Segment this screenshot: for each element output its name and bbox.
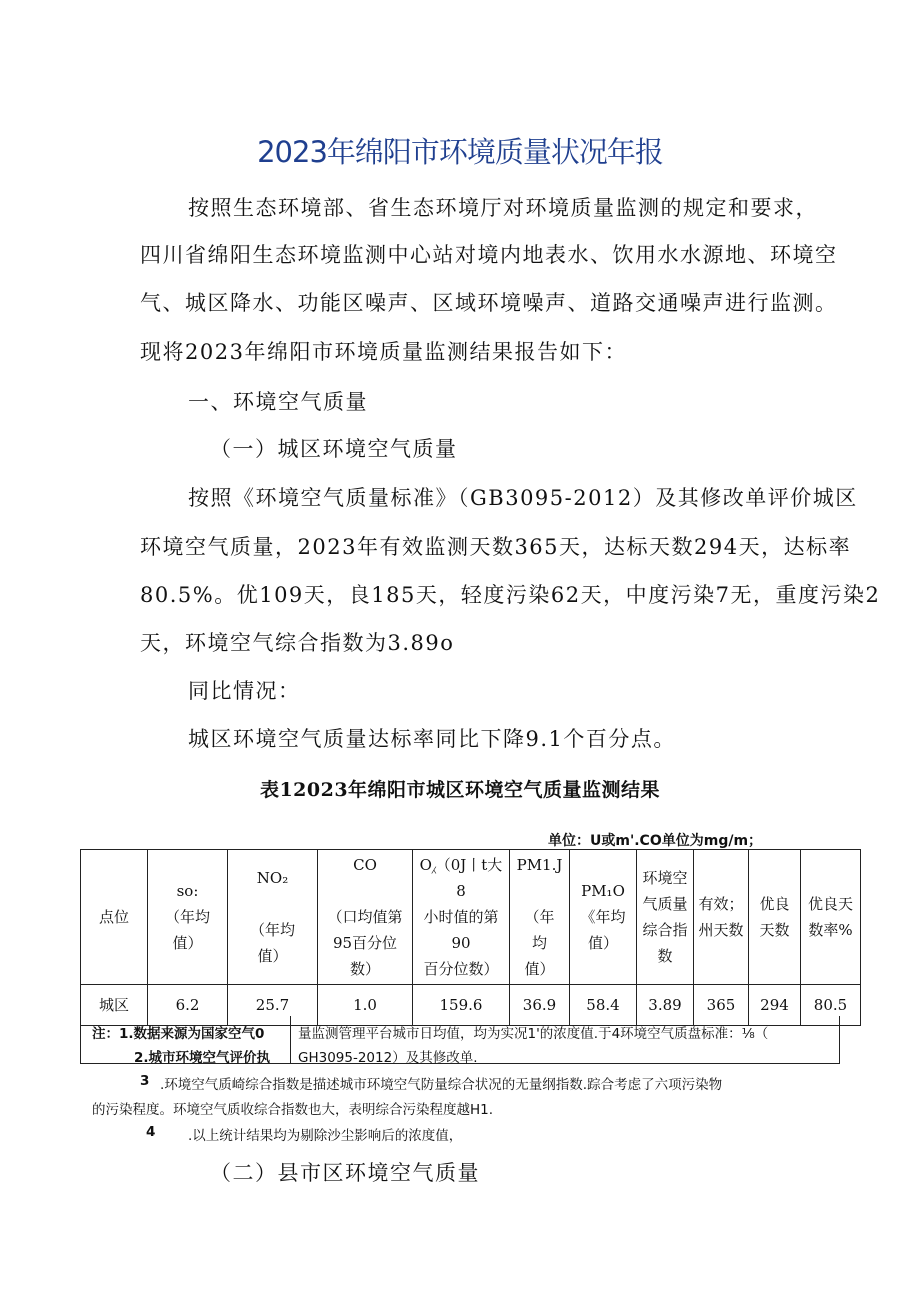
header-pm10: PM₁O 《年均 值） [570, 850, 637, 985]
subsection-heading-county: （二）县市区环境空气质量 [210, 1161, 480, 1185]
header-no2: NO₂ （年均 值） [228, 850, 318, 985]
cell-o3: 159.6 [413, 985, 510, 1026]
table-caption: 表12023年绵阳市城区环境空气质量监测结果 [259, 779, 661, 801]
header-valid-days: 有效； 州天数 [694, 850, 749, 985]
header-o3: O⁁（0J丨t大8 小时值的第90 百分位数） [413, 850, 510, 985]
air-quality-table [80, 849, 861, 1026]
notes-divider [290, 1016, 291, 1064]
header-site: 点位 [81, 850, 148, 985]
cell-good-rate: 80.5 [801, 985, 861, 1026]
note-4-number: 4 [146, 1124, 156, 1140]
cell-valid-days: 365 [694, 985, 749, 1026]
note-2-left: 2.城市环境空气评价执 [134, 1050, 271, 1066]
cell-so2: 6.2 [148, 985, 228, 1026]
note-4-text: .以上统计结果均为剔除沙尘影响后的浓度值， [188, 1128, 463, 1144]
note-2-right: GH3095-2012）及其修改单. [298, 1050, 478, 1066]
cell-good-days: 294 [749, 985, 801, 1026]
header-pm25: PM1.J （年 均 值） [510, 850, 570, 985]
compare-label: 同比情况： [188, 679, 301, 703]
body-line-1: 按照《环境空气质量标准》（GB3095-2012）及其修改单评价城区 [188, 486, 858, 510]
header-composite-index: 环境空 气质量 综合指 数 [637, 850, 694, 985]
intro-line-2: 四川省绵阳生态环境监测中心站对境内地表水、饮用水水源地、环境空 [140, 243, 838, 267]
compare-text: 城区环境空气质量达标率同比下降9.1个百分点。 [188, 727, 676, 751]
cell-site: 城区 [81, 985, 148, 1026]
header-so2: so: （年均 值） [148, 850, 228, 985]
cell-composite-index: 3.89 [637, 985, 694, 1026]
cell-pm25: 36.9 [510, 985, 570, 1026]
note-3-number: 3 [140, 1073, 150, 1089]
body-line-3: 80.5%。优109天，良185天，轻度污染62天，中度污染7无，重度污染2 [140, 583, 881, 607]
note-1-right: 量监测管理平台城市日均值，均为实况1'的浓度值.于4环境空气质盘标准：⅛（ [298, 1026, 769, 1042]
header-co: CO （口均值第 95百分位 数） [318, 850, 413, 985]
cell-co: 1.0 [318, 985, 413, 1026]
table-header-row [81, 850, 861, 985]
header-good-days: 优良 天数 [749, 850, 801, 985]
cell-pm10: 58.4 [570, 985, 637, 1026]
body-line-2: 环境空气质量，2023年有效监测天数365天，达标天数294天，达标率 [140, 535, 852, 559]
cell-no2: 25.7 [228, 985, 318, 1026]
intro-line-1: 按照生态环境部、省生态环境厅对环境质量监测的规定和要求， [188, 196, 818, 220]
intro-line-3: 气、城区降水、功能区噪声、区域环境噪声、道路交通噪声进行监测。 [140, 291, 838, 315]
note-3-line-2: 的污染程度。环境空气质收综合指数也大，表明综合污染程度越H1. [92, 1102, 494, 1118]
unit-note: 单位：U或m'.CO单位为mg/m； [548, 833, 763, 849]
page-title: 2023年绵阳市环境质量状况年报 [257, 135, 663, 169]
section-heading-air: 一、环境空气质量 [188, 390, 368, 414]
note-3-line-1: .环境空气质崎综合指数是描述城市环境空气防量综合状况的无量纲指数.踪合考虑了六项污染物 [160, 1077, 723, 1093]
subsection-heading-urban: （一）城区环境空气质量 [210, 437, 458, 461]
note-1-left: 注：1.数据来源为国家空气0 [92, 1026, 265, 1042]
header-good-rate: 优良天 数率% [801, 850, 861, 985]
intro-line-4: 现将2023年绵阳市环境质量监测结果报告如下： [140, 340, 627, 364]
body-line-4: 天，环境空气综合指数为3.89o [140, 631, 455, 655]
